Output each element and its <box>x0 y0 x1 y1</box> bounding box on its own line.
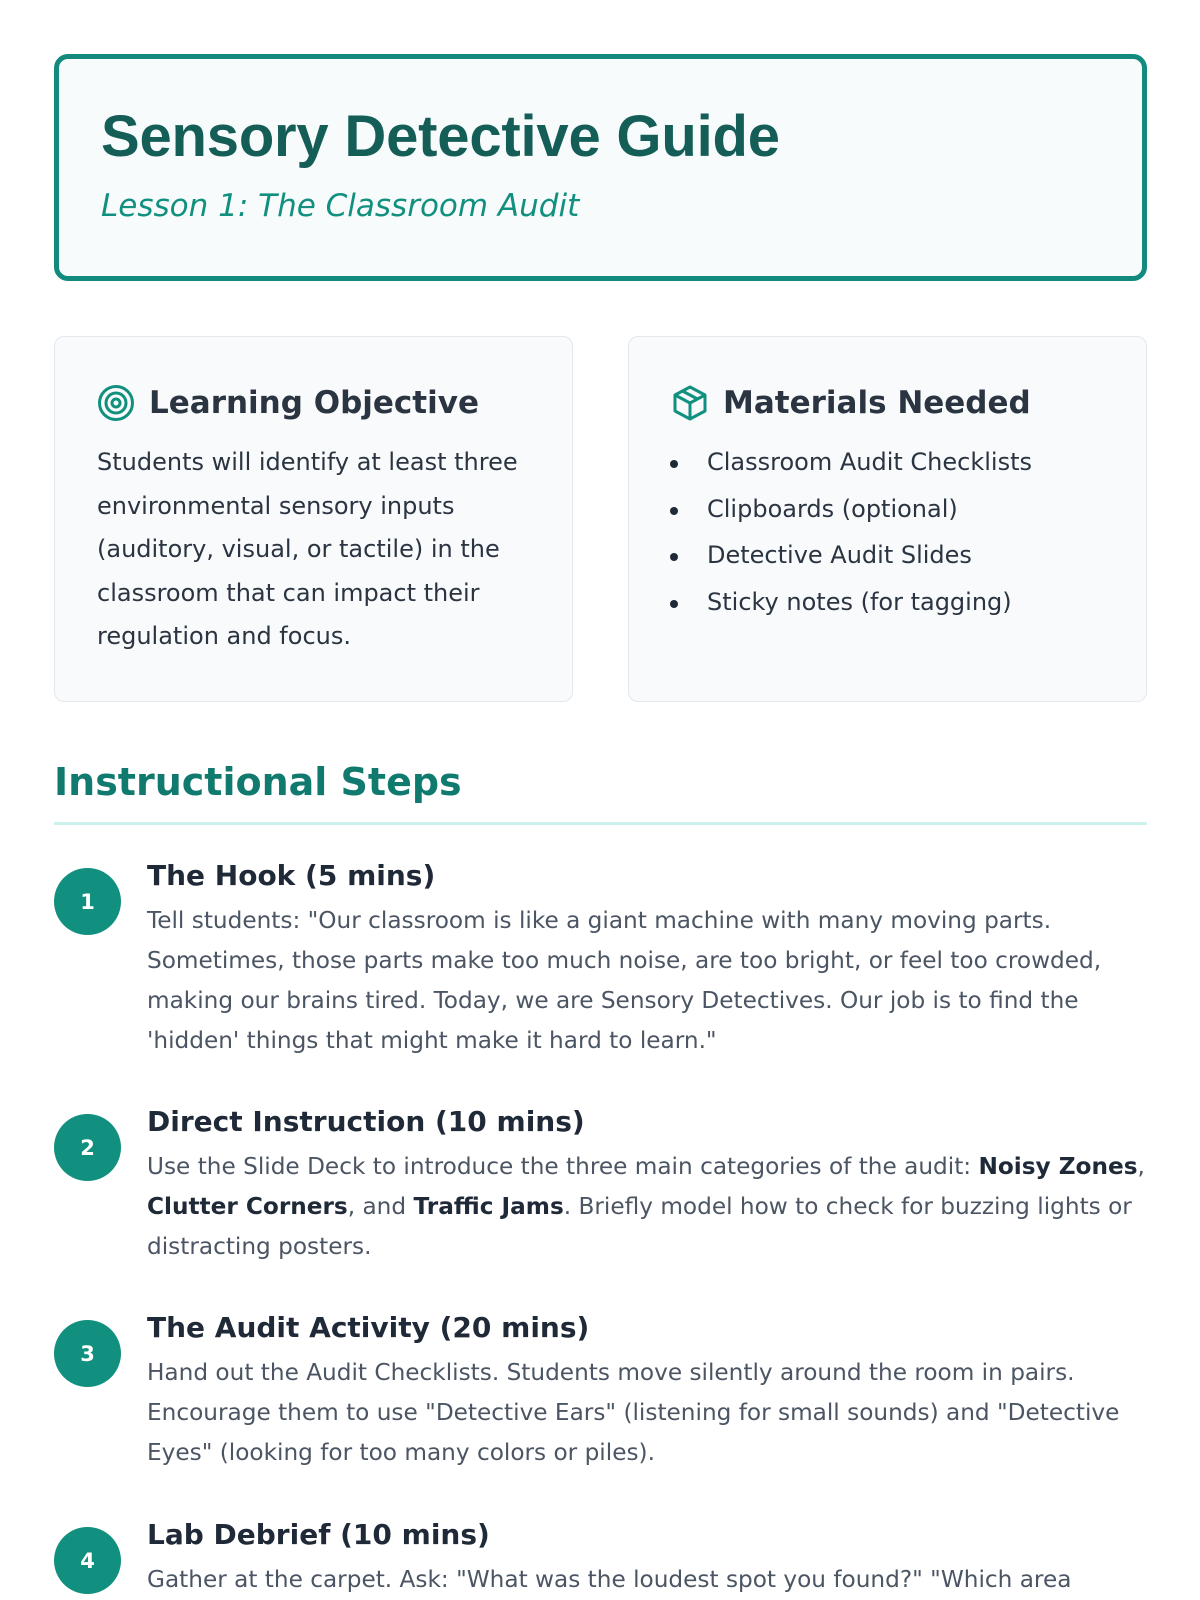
materials-card-header <box>671 381 1031 425</box>
step-title: Direct Instruction (10 mins) <box>147 1105 585 1138</box>
step-text-part: , <box>1137 1153 1145 1180</box>
materials-list <box>665 439 1032 625</box>
step-text: Tell students: "Our classroom is like a giant machine with many moving parts. Sometimes, those parts make too much noise, are too bright, or feel too crowded, making our brains tired. Today, we are Sensory Detectives. Our job is to find the 'hidden' things that might make it hard to learn." <box>147 907 1102 1054</box>
step-text-part: . Briefly model how to check for buzzing lights or distracting posters. <box>147 1193 1132 1260</box>
step-text <box>147 1147 1147 1267</box>
category-traffic-jams: Traffic Jams <box>413 1193 564 1220</box>
step-title: Lab Debrief (10 mins) <box>147 1518 490 1551</box>
materials-card <box>628 336 1147 702</box>
step-text-part: Use the Slide Deck to introduce the three main categories of the audit: <box>147 1153 979 1180</box>
objective-title: Learning Objective <box>149 385 479 421</box>
objective-card <box>54 336 573 702</box>
box-icon <box>671 384 709 422</box>
step-title: The Audit Activity (20 mins) <box>147 1311 590 1344</box>
step-number-badge: 2 <box>54 1114 121 1181</box>
materials-item: Clipboards (optional) <box>665 486 1032 533</box>
materials-item: Detective Audit Slides <box>665 532 1032 579</box>
step-title: The Hook (5 mins) <box>147 859 436 892</box>
objective-card-header <box>97 381 479 425</box>
header-card <box>54 54 1147 281</box>
target-icon <box>97 384 135 422</box>
category-noisy-zones: Noisy Zones <box>978 1153 1138 1180</box>
step-text: Gather at the carpet. Ask: "What was the loudest spot you found?" "Which area <box>147 1566 1072 1593</box>
section-divider <box>54 822 1147 825</box>
info-cards <box>54 336 1147 702</box>
objective-text: Students will identify at least three environmental sensory inputs (auditory, visual, or tactile) in the classroom that can impact their regulation and focus. <box>97 448 518 650</box>
page-title: Sensory Detective Guide <box>101 104 780 169</box>
materials-title: Materials Needed <box>723 385 1031 421</box>
category-clutter-corners: Clutter Corners <box>147 1193 348 1220</box>
step-text: Hand out the Audit Checklists. Students move silently around the room in pairs. Encourage them to use "Detective Ears" (listening for small sounds) and "Detective Eyes" (looking for too many colors or piles). <box>147 1359 1120 1466</box>
section-title: Instructional Steps <box>54 760 462 804</box>
step-number-badge: 1 <box>54 868 121 935</box>
step-number-badge: 4 <box>54 1527 121 1594</box>
step-number-badge: 3 <box>54 1320 121 1387</box>
page-subtitle: Lesson 1: The Classroom Audit <box>101 188 580 224</box>
materials-item: Sticky notes (for tagging) <box>665 579 1032 626</box>
step-text-part: , and <box>347 1193 414 1220</box>
materials-item: Classroom Audit Checklists <box>665 439 1032 486</box>
